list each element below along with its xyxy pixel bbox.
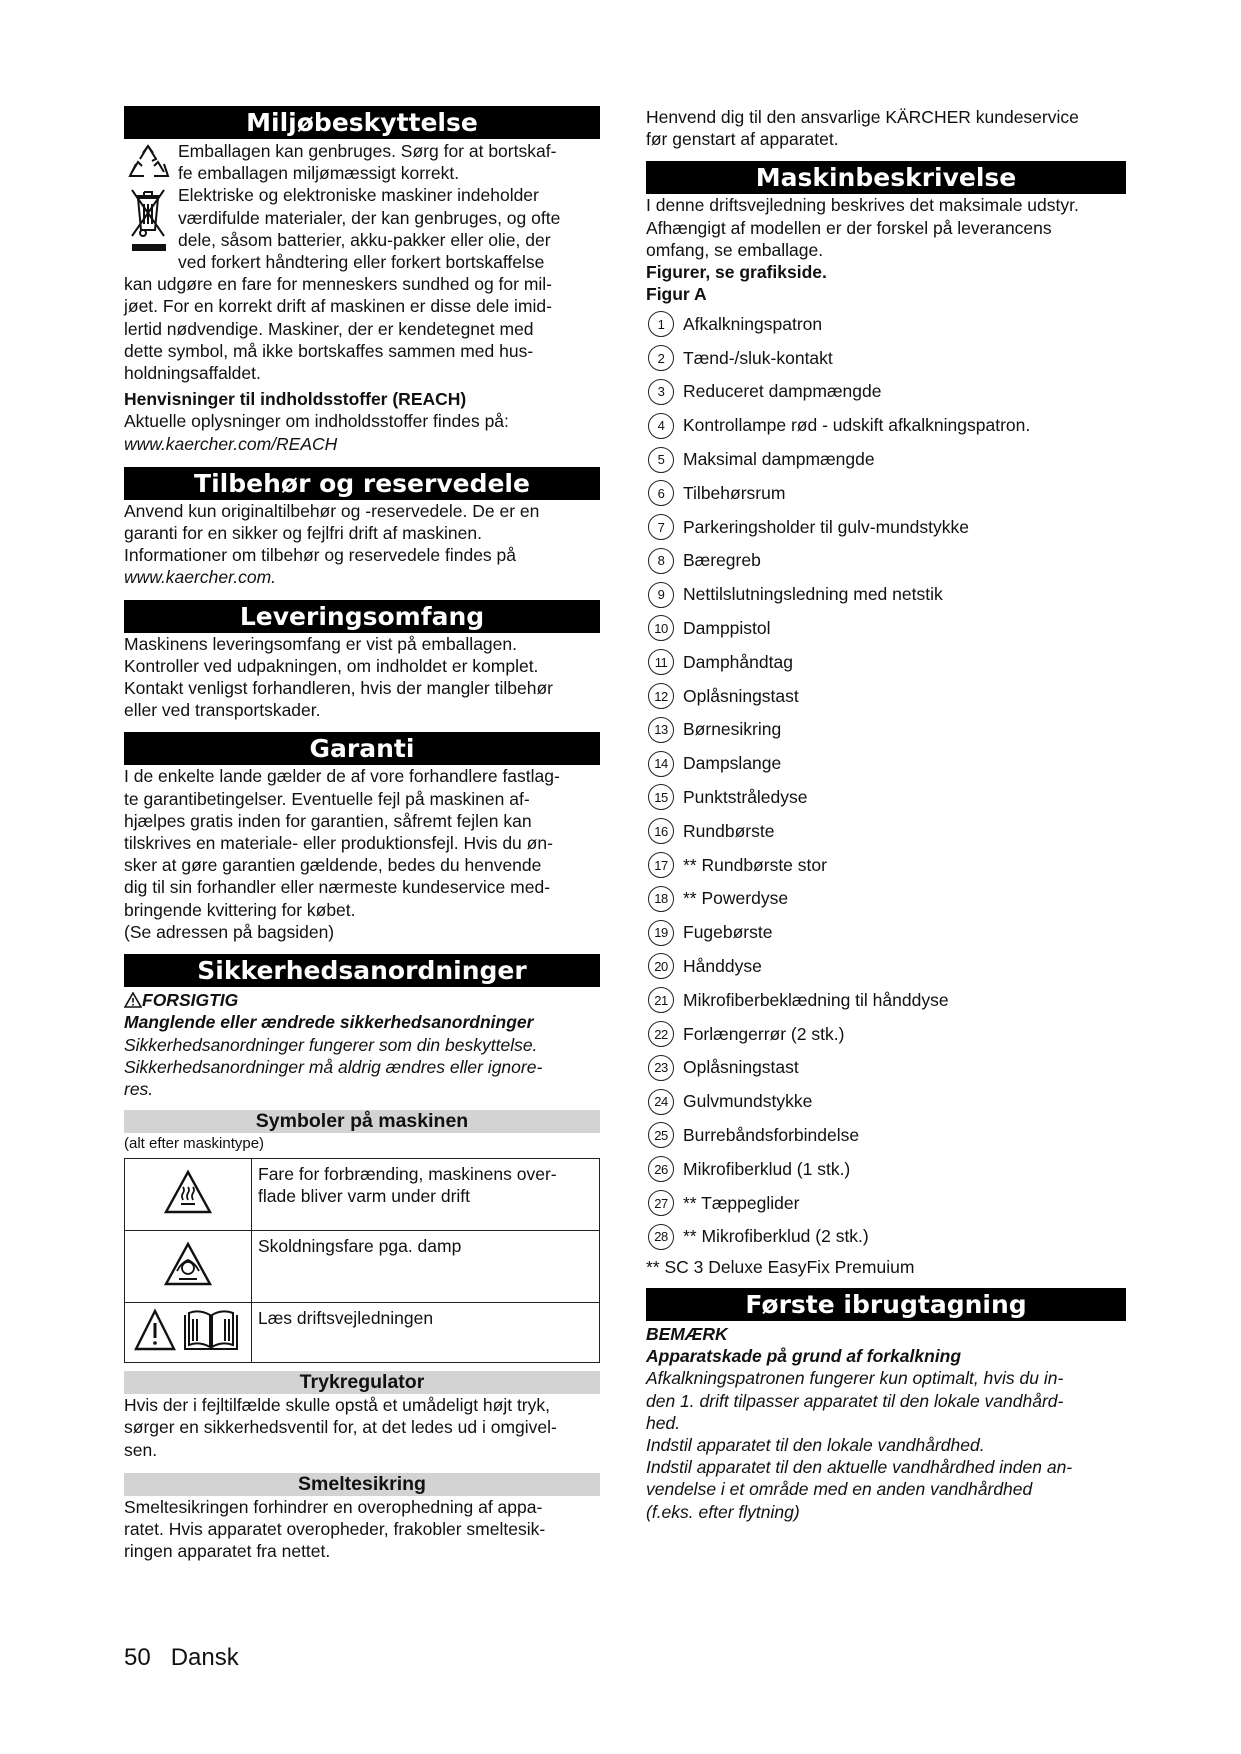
reach-link[interactable]: www.kaercher.com/REACH bbox=[124, 433, 338, 454]
part-list-item bbox=[646, 645, 1126, 679]
page-number: 50 bbox=[124, 1644, 151, 1671]
part-number-badge: 10 bbox=[648, 615, 674, 641]
recycle-note: Emballagen kan genbruges. Sørg for at bortskaf- fe emballagen miljømæssigt korrekt. bbox=[124, 140, 600, 184]
part-number-badge: 20 bbox=[648, 953, 674, 979]
part-number-badge: 22 bbox=[648, 1021, 674, 1047]
section-heading-miljo: Miljøbeskyttelse bbox=[124, 106, 600, 139]
part-number-badge: 21 bbox=[648, 987, 674, 1013]
subheading-tryk: Trykregulator bbox=[124, 1371, 600, 1394]
part-number-badge: 19 bbox=[648, 920, 674, 946]
section-heading-tilbehor: Tilbehør og reservedele bbox=[124, 467, 600, 500]
part-list-item bbox=[646, 375, 1126, 409]
part-number-badge: 5 bbox=[648, 447, 674, 473]
footnote: ** SC 3 Deluxe EasyFix Premuium bbox=[646, 1256, 915, 1277]
section-heading-levering: Leveringsomfang bbox=[124, 600, 600, 633]
smelte-body: Smeltesikringen forhindrer en overophedning af appa- ratet. Hvis apparatet overopheder, frakobler smeltesik- ringen apparatet fra nettet. bbox=[124, 1496, 546, 1562]
symbol-row: Læs driftsvejledningen bbox=[125, 1303, 600, 1363]
part-number-badge: 27 bbox=[648, 1190, 674, 1216]
part-label: Bæregreb bbox=[683, 550, 761, 571]
part-list bbox=[646, 307, 1126, 1253]
part-label: ** Tæppeglider bbox=[683, 1192, 800, 1213]
part-number-badge: 4 bbox=[648, 413, 674, 439]
part-list-item bbox=[646, 882, 1126, 916]
part-label: Punktstråledyse bbox=[683, 786, 808, 807]
figure-label: Figur A bbox=[646, 284, 707, 305]
recycle-icon bbox=[126, 142, 170, 182]
symbol-row: Fare for forbrænding, maskinens over- flade bliver varm under drift bbox=[125, 1159, 600, 1231]
part-list-item bbox=[646, 1119, 1126, 1153]
part-label: Oplåsningstast bbox=[683, 1057, 799, 1078]
maskin-body: I denne driftsvejledning beskrives det maksimale udstyr. Afhængigt af modellen er der forskel på leverancens omfang, se emballage. bbox=[646, 195, 1079, 260]
part-label: Forlængerrør (2 stk.) bbox=[683, 1023, 845, 1044]
part-list-item bbox=[646, 1017, 1126, 1051]
section-heading-garanti: Garanti bbox=[124, 732, 600, 765]
part-list-item bbox=[646, 916, 1126, 950]
crossed-bin-icon bbox=[126, 184, 170, 256]
section-heading-maskin: Maskinbeskrivelse bbox=[646, 161, 1126, 194]
part-list-item bbox=[646, 713, 1126, 747]
caution-body: Sikkerhedsanordninger fungerer som din beskyttelse. Sikkerhedsanordninger må aldrig ændres eller ignore- res. bbox=[124, 1034, 543, 1099]
caution-heading: Manglende eller ændrede sikkerhedsanordninger bbox=[124, 1012, 534, 1033]
part-number-badge: 18 bbox=[648, 886, 674, 912]
part-label: Nettilslutningsledning med netstik bbox=[683, 584, 943, 605]
part-label: Oplåsningstast bbox=[683, 685, 799, 706]
part-number-badge: 1 bbox=[648, 311, 674, 337]
part-list-item bbox=[646, 848, 1126, 882]
part-label: Damphåndtag bbox=[683, 651, 793, 672]
tryk-body: Hvis der i fejltilfælde skulle opstå et umådeligt højt tryk, sørger en sikkerhedsventil for, at det ledes ud i omgivel- sen. bbox=[124, 1395, 557, 1460]
part-label: Tænd-/sluk-kontakt bbox=[683, 347, 833, 368]
steam-hazard-icon bbox=[163, 1241, 213, 1287]
levering-body: Maskinens leveringsomfang er vist på emballagen. Kontroller ved udpakningen, om indholdet er komplet. Kontakt venligst forhandleren, hvis der mangler tilbehør eller ved transportskader. bbox=[124, 633, 553, 721]
part-label: Maksimal dampmængde bbox=[683, 449, 875, 469]
part-list-item bbox=[646, 814, 1126, 848]
part-label: Tilbehørsrum bbox=[683, 482, 786, 503]
part-number-badge: 8 bbox=[648, 548, 674, 574]
warning-triangle-icon bbox=[124, 992, 142, 1008]
part-label: Damppistol bbox=[683, 617, 771, 638]
right-column bbox=[646, 106, 1126, 1523]
part-list-item bbox=[646, 1152, 1126, 1186]
part-list-item bbox=[646, 1051, 1126, 1085]
garanti-body: I de enkelte lande gælder de af vore forhandlere fastlag- te garantibetingelser. Eventuelle fejl på maskinen af- hjælpes gratis inden for garantien, såfremt fejlen kan tilskrives en materiale- eller produktionsfejl. Hvis du øn- sker at gøre garantien gældende, bedes du henvende dig til sin forhandler eller nærmeste kundeservice med- bringende kvittering for købet. (Se adressen på bagsiden) bbox=[124, 766, 560, 942]
symbol-row: Skoldningsfare pga. damp bbox=[125, 1231, 600, 1303]
part-list-item bbox=[646, 544, 1126, 578]
part-number-badge: 28 bbox=[648, 1224, 674, 1250]
reach-text: Aktuelle oplysninger om indholdsstoffer findes på: bbox=[124, 411, 509, 432]
symbol-table bbox=[124, 1158, 600, 1363]
part-number-badge: 3 bbox=[648, 379, 674, 405]
note-body: Afkalkningspatronen fungerer kun optimalt, hvis du in- den 1. drift tilpasser apparatet til den lokale vandhård- hed. Indstil apparatet til den lokale vandhårdhed. Indstil apparatet til den aktuelle vandhårdhed inden an- vendelse i et område med en anden vandhårdhed (f.eks. efter flytning) bbox=[646, 1368, 1073, 1522]
tilbehor-body: Anvend kun originaltilbehør og -reservedele. De er en garanti for en sikker og fejlfri drift af maskinen. Informationer om tilbehør og reservedele findes på bbox=[124, 500, 540, 566]
part-label: Mikrofiberbeklædning til hånddyse bbox=[683, 989, 949, 1010]
part-label: Børnesikring bbox=[683, 719, 782, 740]
tilbehor-link[interactable]: www.kaercher.com. bbox=[124, 567, 277, 588]
part-number-badge: 17 bbox=[648, 852, 674, 878]
part-list-item bbox=[646, 612, 1126, 646]
miljo-body: kan udgøre en fare for menneskers sundhed og for mil- jøet. For en korrekt drift af maskinen er disse dele imid- lertid nødvendige. Maskiner, der er kendetegnet med dette symbol, må ikke bortskaffes sammen med hus- holdningsaffaldet. bbox=[124, 274, 552, 384]
part-number-badge: 11 bbox=[648, 649, 674, 675]
read-manual-icon bbox=[133, 1307, 243, 1353]
part-number-badge: 7 bbox=[648, 514, 674, 540]
part-label: Dampslange bbox=[683, 753, 782, 774]
part-number-badge: 2 bbox=[648, 345, 674, 371]
part-list-item bbox=[646, 476, 1126, 510]
part-label: Parkeringsholder til gulv-mundstykke bbox=[683, 516, 969, 537]
part-label: Reduceret dampmængde bbox=[683, 381, 882, 402]
reach-heading: Henvisninger til indholdsstoffer (REACH) bbox=[124, 389, 467, 410]
part-number-badge: 16 bbox=[648, 818, 674, 844]
part-number-badge: 25 bbox=[648, 1122, 674, 1148]
part-list-item bbox=[646, 341, 1126, 375]
part-label: Burrebåndsforbindelse bbox=[683, 1124, 860, 1145]
part-label: ** Powerdyse bbox=[683, 888, 789, 909]
part-label: Hånddyse bbox=[683, 955, 762, 976]
section-heading-forste: Første ibrugtagning bbox=[646, 1288, 1126, 1321]
part-list-item bbox=[646, 1085, 1126, 1119]
part-label: ** Rundbørste stor bbox=[683, 854, 827, 875]
part-list-item bbox=[646, 443, 1126, 477]
left-column bbox=[124, 106, 600, 1562]
part-list-item bbox=[646, 950, 1126, 984]
part-number-badge: 14 bbox=[648, 751, 674, 777]
part-number-badge: 26 bbox=[648, 1156, 674, 1182]
part-label: Gulvmundstykke bbox=[683, 1091, 813, 1112]
subheading-symboler: Symboler på maskinen bbox=[124, 1110, 600, 1133]
intro-text: Henvend dig til den ansvarlige KÄRCHER kundeservice før genstart af apparatet. bbox=[646, 107, 1079, 150]
part-list-item bbox=[646, 578, 1126, 612]
caution-label: FORSIGTIG bbox=[124, 989, 600, 1011]
part-number-badge: 23 bbox=[648, 1055, 674, 1081]
page-footer bbox=[124, 1644, 239, 1672]
part-list-item bbox=[646, 1186, 1126, 1220]
part-list-item bbox=[646, 983, 1126, 1017]
part-number-badge: 24 bbox=[648, 1089, 674, 1115]
part-list-item bbox=[646, 747, 1126, 781]
part-label: Rundbørste bbox=[683, 820, 775, 841]
symboler-note: (alt efter maskintype) bbox=[124, 1135, 265, 1153]
part-label: Kontrollampe rød - udskift afkalkningspatron. bbox=[683, 415, 1031, 436]
weee-note: Elektriske og elektroniske maskiner indeholder værdifulde materialer, der kan genbruges, og ofte dele, såsom batterier, akku-pakker eller olie, der ved forkert håndtering eller forkert bortskaffelse bbox=[124, 184, 600, 273]
figure-reference: Figurer, se grafikside. bbox=[646, 262, 827, 283]
part-label: Mikrofiberklud (1 stk.) bbox=[683, 1158, 851, 1179]
note-heading: Apparatskade på grund af forkalkning bbox=[646, 1346, 962, 1367]
part-number-badge: 15 bbox=[648, 784, 674, 810]
section-heading-sikkerhed: Sikkerhedsanordninger bbox=[124, 954, 600, 987]
page-language: Dansk bbox=[170, 1644, 239, 1671]
part-number-badge: 6 bbox=[648, 480, 674, 506]
hot-surface-icon bbox=[163, 1169, 213, 1215]
part-list-item bbox=[646, 307, 1126, 341]
part-list-item bbox=[646, 1220, 1126, 1254]
note-label: BEMÆRK bbox=[646, 1323, 728, 1344]
part-label: ** Mikrofiberklud (2 stk.) bbox=[683, 1226, 869, 1247]
part-list-item bbox=[646, 409, 1126, 443]
part-number-badge: 12 bbox=[648, 683, 674, 709]
part-label: Fugebørste bbox=[683, 922, 773, 943]
part-list-item bbox=[646, 679, 1126, 713]
part-label: Afkalkningspatron bbox=[683, 313, 823, 334]
part-number-badge: 13 bbox=[648, 717, 674, 743]
subheading-smelte: Smeltesikring bbox=[124, 1473, 600, 1496]
part-number-badge: 9 bbox=[648, 582, 674, 608]
part-list-item bbox=[646, 781, 1126, 815]
part-list-item bbox=[646, 510, 1126, 544]
